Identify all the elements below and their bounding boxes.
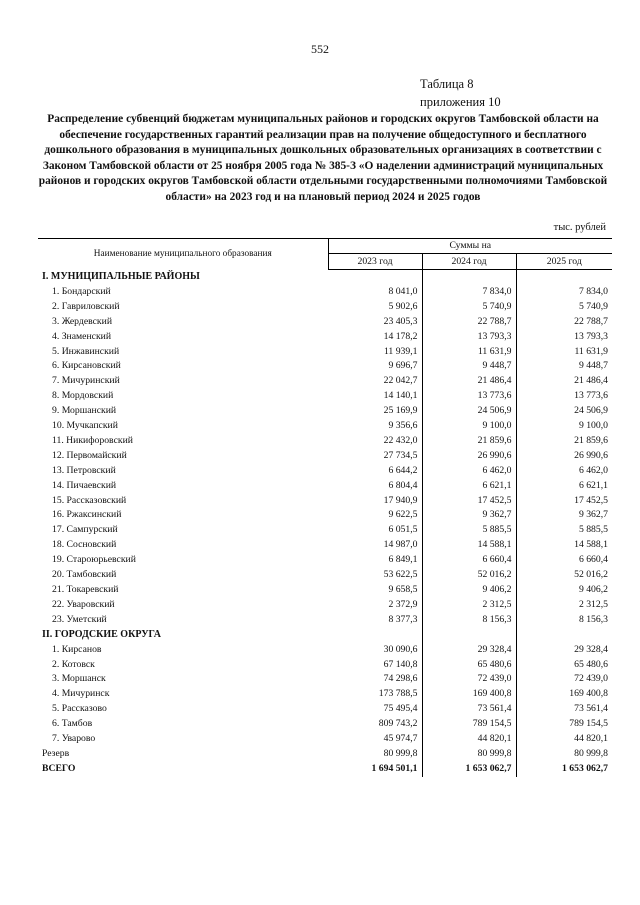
value-2024: 26 990,6 bbox=[422, 449, 516, 464]
section-title: II. ГОРОДСКИЕ ОКРУГА bbox=[42, 628, 162, 640]
value-2024: 44 820,1 bbox=[422, 732, 516, 747]
table-row bbox=[38, 389, 612, 404]
table-row bbox=[38, 494, 612, 509]
value-2025: 9 100,0 bbox=[578, 420, 608, 432]
value-2023: 45 974,7 bbox=[328, 732, 422, 747]
row-name: 1. Кирсанов bbox=[52, 643, 102, 655]
empty-cell bbox=[422, 628, 516, 643]
table-row bbox=[38, 330, 612, 345]
table-row bbox=[38, 434, 612, 449]
value-2024: 24 506,9 bbox=[422, 404, 516, 419]
row-name: 23. Уметский bbox=[52, 613, 107, 625]
value-2024: 169 400,8 bbox=[422, 687, 516, 702]
row-name: 1. Бондарский bbox=[52, 285, 111, 297]
value-2024: 11 631,9 bbox=[422, 345, 516, 360]
empty-cell bbox=[328, 628, 422, 643]
value-2024: 17 452,5 bbox=[422, 494, 516, 509]
row-name: 11. Никифоровский bbox=[52, 434, 133, 446]
value-2025: 72 439,0 bbox=[574, 673, 608, 685]
page-number: 552 bbox=[311, 42, 329, 56]
value-2025: 21 486,4 bbox=[574, 375, 608, 387]
column-header-2023: 2023 год bbox=[328, 254, 422, 270]
row-name: 22. Уваровский bbox=[52, 598, 115, 610]
row-name: 21. Токаревский bbox=[52, 584, 119, 596]
value-2023: 6 849,1 bbox=[328, 553, 422, 568]
value-2025: 17 452,5 bbox=[574, 494, 608, 506]
reserve-row bbox=[38, 747, 612, 762]
value-2025: 80 999,8 bbox=[574, 747, 608, 759]
value-2023: 8 041,0 bbox=[328, 285, 422, 300]
value-2023: 80 999,8 bbox=[328, 747, 422, 762]
value-2023: 14 987,0 bbox=[328, 538, 422, 553]
table-row bbox=[38, 523, 612, 538]
value-2023: 25 169,9 bbox=[328, 404, 422, 419]
value-2025: 8 156,3 bbox=[578, 613, 608, 625]
row-name: 6. Тамбов bbox=[52, 718, 93, 730]
value-2025: 5 885,5 bbox=[578, 524, 608, 536]
value-2024: 6 621,1 bbox=[422, 479, 516, 494]
value-2024: 8 156,3 bbox=[422, 613, 516, 628]
value-2023: 22 042,7 bbox=[328, 374, 422, 389]
value-2023: 9 622,5 bbox=[328, 508, 422, 523]
appendix-label: приложения 10 bbox=[420, 95, 501, 109]
row-name: 7. Уварово bbox=[52, 733, 96, 745]
row-name: 20. Тамбовский bbox=[52, 569, 117, 581]
value-2023: 9 356,6 bbox=[328, 419, 422, 434]
table-body bbox=[38, 270, 612, 777]
value-2023: 23 405,3 bbox=[328, 315, 422, 330]
value-2025: 24 506,9 bbox=[574, 405, 608, 417]
value-2024: 6 660,4 bbox=[422, 553, 516, 568]
table-row bbox=[38, 732, 612, 747]
table-row bbox=[38, 300, 612, 315]
table-row bbox=[38, 419, 612, 434]
table-row bbox=[38, 315, 612, 330]
value-2023: 6 804,4 bbox=[328, 479, 422, 494]
value-2024: 1 653 062,7 bbox=[422, 762, 516, 777]
value-2025: 44 820,1 bbox=[574, 733, 608, 745]
table-row bbox=[38, 479, 612, 494]
table-row bbox=[38, 658, 612, 673]
row-name: 16. Ржаксинский bbox=[52, 509, 122, 521]
document-title: Распределение субвенций бюджетам муниципальных районов и городских округов Тамбовской области на обеспечение государственных гарантий реализации прав на получение общедоступного и бесплатного дошкольного образования в муниципальных дошкольных образовательных организациях в соответствии с Законом Тамбовской области от 25 ноября 2005 года № 385-З «О наделении администраций муниципальных районов и городских округов Тамбовской области отдельными государственными полномочиями Тамбовской области» на 2023 год и на плановый период 2024 и 2025 годов bbox=[38, 113, 608, 203]
table-row bbox=[38, 717, 612, 732]
value-2025: 13 773,6 bbox=[574, 390, 608, 402]
value-2024: 5 885,5 bbox=[422, 523, 516, 538]
value-2025: 65 480,6 bbox=[574, 658, 608, 670]
value-2024: 14 588,1 bbox=[422, 538, 516, 553]
value-2023: 22 432,0 bbox=[328, 434, 422, 449]
subvention-table bbox=[38, 238, 612, 777]
row-name: 10. Мучкапский bbox=[52, 420, 118, 432]
empty-cell bbox=[328, 270, 422, 285]
table-row bbox=[38, 404, 612, 419]
value-2024: 9 100,0 bbox=[422, 419, 516, 434]
row-name: 4. Мичуринск bbox=[52, 688, 110, 700]
value-2023: 75 495,4 bbox=[328, 702, 422, 717]
value-2025: 14 588,1 bbox=[574, 539, 608, 551]
value-2023: 14 178,2 bbox=[328, 330, 422, 345]
value-2024: 21 486,4 bbox=[422, 374, 516, 389]
value-2024: 13 773,6 bbox=[422, 389, 516, 404]
table-row bbox=[38, 598, 612, 613]
value-2025: 26 990,6 bbox=[574, 449, 608, 461]
value-2023: 30 090,6 bbox=[328, 643, 422, 658]
value-2024: 73 561,4 bbox=[422, 702, 516, 717]
table-row bbox=[38, 449, 612, 464]
value-2025: 21 859,6 bbox=[574, 434, 608, 446]
value-2024: 789 154,5 bbox=[422, 717, 516, 732]
value-2025: 73 561,4 bbox=[574, 703, 608, 715]
column-header-sums: Суммы на bbox=[328, 239, 612, 254]
value-2024: 65 480,6 bbox=[422, 658, 516, 673]
row-name: 5. Инжавинский bbox=[52, 345, 120, 357]
value-2023: 6 051,5 bbox=[328, 523, 422, 538]
table-row bbox=[38, 464, 612, 479]
row-name: 19. Староюрьевский bbox=[52, 554, 136, 566]
table-label: Таблица 8 bbox=[420, 77, 474, 91]
column-header-2024: 2024 год bbox=[422, 254, 516, 270]
value-2024: 13 793,3 bbox=[422, 330, 516, 345]
value-2025: 1 653 062,7 bbox=[561, 762, 608, 774]
table-row bbox=[38, 359, 612, 374]
table-row bbox=[38, 374, 612, 389]
row-name: ВСЕГО bbox=[42, 762, 76, 774]
value-2024: 22 788,7 bbox=[422, 315, 516, 330]
value-2024: 9 406,2 bbox=[422, 583, 516, 598]
value-2025: 11 631,9 bbox=[574, 345, 608, 357]
value-2025: 169 400,8 bbox=[569, 688, 608, 700]
value-2023: 67 140,8 bbox=[328, 658, 422, 673]
value-2023: 14 140,1 bbox=[328, 389, 422, 404]
row-name: 2. Гавриловский bbox=[52, 300, 120, 312]
value-2025: 789 154,5 bbox=[569, 718, 608, 730]
row-name: 7. Мичуринский bbox=[52, 375, 120, 387]
value-2024: 80 999,8 bbox=[422, 747, 516, 762]
row-name: 5. Рассказово bbox=[52, 703, 107, 715]
row-name: 15. Рассказовский bbox=[52, 494, 127, 506]
table-row bbox=[38, 672, 612, 687]
total-row bbox=[38, 762, 612, 777]
value-2025: 7 834,0 bbox=[578, 285, 608, 297]
value-2025: 9 406,2 bbox=[578, 584, 608, 596]
row-name: 14. Пичаевский bbox=[52, 479, 117, 491]
value-2023: 8 377,3 bbox=[328, 613, 422, 628]
value-2024: 6 462,0 bbox=[422, 464, 516, 479]
value-2023: 2 372,9 bbox=[328, 598, 422, 613]
value-2025: 52 016,2 bbox=[574, 569, 608, 581]
row-name: 6. Кирсановский bbox=[52, 360, 121, 372]
row-name: 3. Моршанск bbox=[52, 673, 106, 685]
table-row bbox=[38, 508, 612, 523]
value-2024: 9 448,7 bbox=[422, 359, 516, 374]
value-2025: 2 312,5 bbox=[578, 598, 608, 610]
table-row bbox=[38, 538, 612, 553]
value-2023: 173 788,5 bbox=[328, 687, 422, 702]
empty-cell bbox=[422, 270, 516, 285]
empty-cell bbox=[516, 628, 612, 643]
value-2023: 17 940,9 bbox=[328, 494, 422, 509]
row-name: Резерв bbox=[42, 747, 70, 759]
table-row bbox=[38, 613, 612, 628]
value-2024: 29 328,4 bbox=[422, 643, 516, 658]
value-2024: 72 439,0 bbox=[422, 672, 516, 687]
value-2023: 5 902,6 bbox=[328, 300, 422, 315]
row-name: 12. Первомайский bbox=[52, 449, 127, 461]
table-row bbox=[38, 643, 612, 658]
units-label: тыс. рублей bbox=[553, 222, 606, 233]
value-2023: 809 743,2 bbox=[328, 717, 422, 732]
value-2024: 52 016,2 bbox=[422, 568, 516, 583]
value-2023: 74 298,6 bbox=[328, 672, 422, 687]
value-2024: 9 362,7 bbox=[422, 508, 516, 523]
value-2023: 9 658,5 bbox=[328, 583, 422, 598]
value-2025: 29 328,4 bbox=[574, 643, 608, 655]
table-row bbox=[38, 583, 612, 598]
table-row bbox=[38, 702, 612, 717]
value-2025: 5 740,9 bbox=[578, 300, 608, 312]
value-2023: 6 644,2 bbox=[328, 464, 422, 479]
value-2023: 27 734,5 bbox=[328, 449, 422, 464]
value-2025: 22 788,7 bbox=[574, 315, 608, 327]
row-name: 18. Сосновский bbox=[52, 539, 117, 551]
value-2025: 9 362,7 bbox=[578, 509, 608, 521]
row-name: 13. Петровский bbox=[52, 464, 116, 476]
table-row bbox=[38, 553, 612, 568]
table-row bbox=[38, 568, 612, 583]
table-row bbox=[38, 345, 612, 360]
value-2024: 2 312,5 bbox=[422, 598, 516, 613]
row-name: 8. Мордовский bbox=[52, 390, 114, 402]
row-name: 3. Жердевский bbox=[52, 315, 113, 327]
empty-cell bbox=[516, 270, 612, 285]
value-2023: 1 694 501,1 bbox=[328, 762, 422, 777]
value-2025: 13 793,3 bbox=[574, 330, 608, 342]
value-2024: 7 834,0 bbox=[422, 285, 516, 300]
value-2023: 11 939,1 bbox=[328, 345, 422, 360]
value-2025: 6 621,1 bbox=[578, 479, 608, 491]
value-2023: 9 696,7 bbox=[328, 359, 422, 374]
value-2025: 9 448,7 bbox=[578, 360, 608, 372]
column-header-name: Наименование муниципального образования bbox=[38, 239, 328, 270]
section-header bbox=[38, 628, 612, 643]
section-title: I. МУНИЦИПАЛЬНЫЕ РАЙОНЫ bbox=[42, 270, 200, 282]
row-name: 2. Котовск bbox=[52, 658, 95, 670]
value-2023: 53 622,5 bbox=[328, 568, 422, 583]
row-name: 17. Сампурский bbox=[52, 524, 118, 536]
section-header bbox=[38, 270, 612, 285]
value-2025: 6 660,4 bbox=[578, 554, 608, 566]
value-2024: 5 740,9 bbox=[422, 300, 516, 315]
value-2024: 21 859,6 bbox=[422, 434, 516, 449]
column-header-2025: 2025 год bbox=[516, 254, 612, 270]
row-name: 4. Знаменский bbox=[52, 330, 112, 342]
table-row bbox=[38, 285, 612, 300]
row-name: 9. Моршанский bbox=[52, 405, 117, 417]
value-2025: 6 462,0 bbox=[578, 464, 608, 476]
table-row bbox=[38, 687, 612, 702]
